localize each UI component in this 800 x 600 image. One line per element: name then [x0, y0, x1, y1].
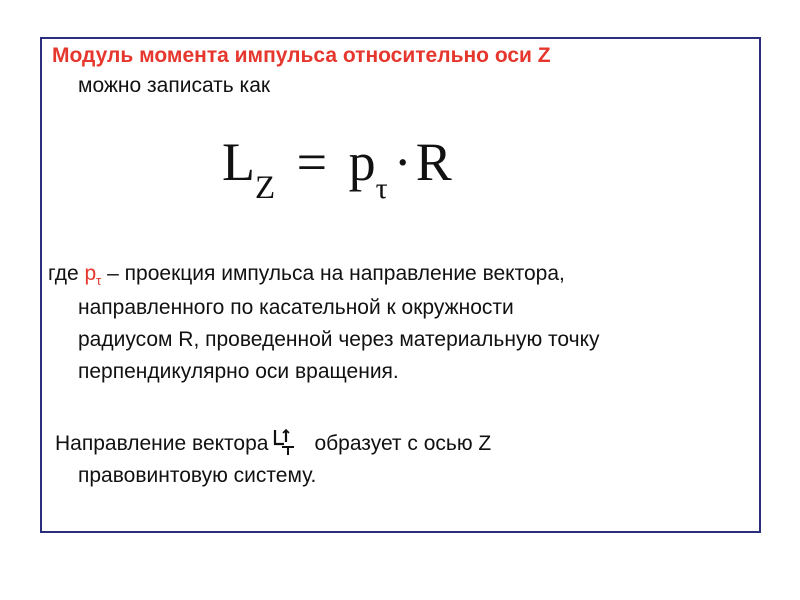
- explanation-symbol-subscript: τ: [96, 273, 102, 288]
- explanation-symbol: $p_\tau$: [84, 262, 102, 288]
- explanation-line-1: [48, 258, 758, 292]
- formula-lhs-subscript: Z: [255, 170, 276, 206]
- formula-lhs: L: [222, 132, 255, 192]
- direction-line-1-end: образует с осью Z: [314, 432, 492, 455]
- formula-momentum: p: [348, 132, 376, 192]
- slide-title-continuation: можно записать как: [78, 74, 271, 97]
- explanation-paragraph: [48, 258, 758, 388]
- formula-radius: R: [415, 132, 452, 192]
- direction-paragraph: [55, 428, 755, 492]
- direction-line-2: правовинтовую систему.: [78, 464, 317, 487]
- explanation-prefix: где: [48, 262, 85, 285]
- direction-line-1: [55, 428, 755, 460]
- explanation-line-4: перпендикулярно оси вращения.: [78, 360, 399, 383]
- formula: [222, 132, 452, 206]
- explanation-line-2: направленного по касательной к окружности: [78, 296, 514, 319]
- formula-equals: =: [296, 132, 328, 192]
- formula-momentum-subscript: τ: [375, 172, 388, 205]
- explanation-line-3: радиусом R, проведенной через материальную точку: [78, 328, 600, 351]
- vector-symbol-icon: [272, 428, 308, 456]
- formula-dot: ·: [393, 132, 412, 192]
- slide-title: Модуль момента импульса относительно оси Z: [52, 44, 551, 67]
- explanation-line-1-rest: – проекция импульса на направление вектора,: [101, 262, 565, 285]
- direction-line-1-start: Направление вектора: [55, 432, 269, 455]
